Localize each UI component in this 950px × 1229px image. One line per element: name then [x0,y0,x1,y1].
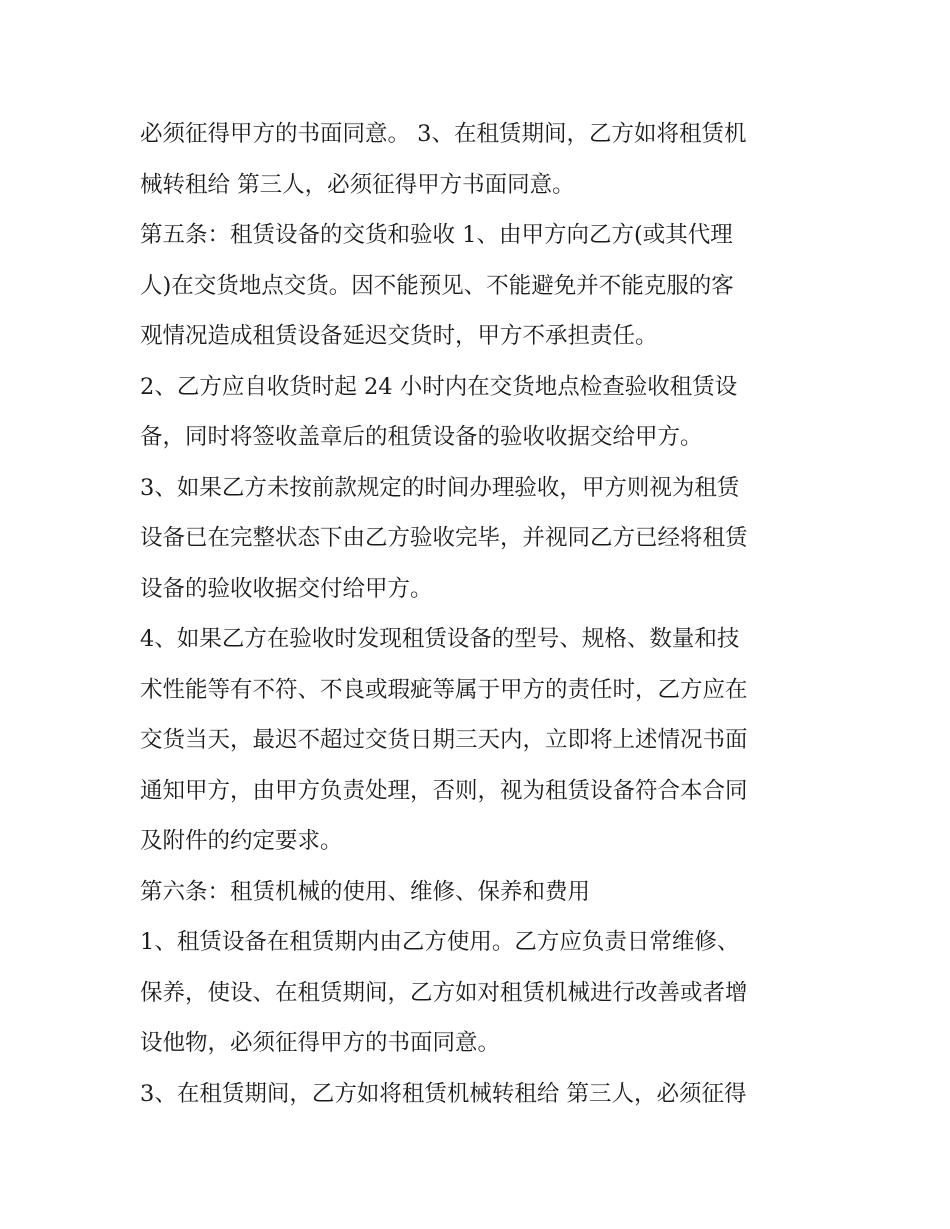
text-line: 3、在租赁期间，乙方如将租赁机械转租给 第三人，必须征得 [140,1080,747,1107]
text-line: 设备已在完整状态下由乙方验收完毕，并视同乙方已经将租赁 [140,525,748,551]
text-line: 及附件的约定要求。 [140,828,343,854]
text-line: 4、如果乙方在验收时发现租赁设备的型号、规格、数量和技 [140,626,740,652]
paragraph-continuation [140,109,820,210]
paragraph-clause-3 [140,463,820,615]
text-line: 观情况造成租赁设备延迟交货时，甲方不承担责任。 [140,323,658,349]
text-line: 保养，使设、在租赁期间，乙方如对租赁机械进行改善或者增 [140,979,748,1006]
text-line: 第五条：租赁设备的交货和验收 1、由甲方向乙方(或其代理 [140,222,733,248]
paragraph-clause-4 [140,614,820,867]
text-line: 2、乙方应自收货时起 24 小时内在交货地点检查验收租赁设 [140,373,738,400]
text-line: 备，同时将签收盖章后的租赁设备的验收收据交给甲方。 [140,424,703,450]
paragraph-article-5 [140,210,820,362]
text-line: 通知甲方，由甲方负责处理，否则，视为租赁设备符合本合同 [140,777,748,804]
text-line: 交货当天，最迟不超过交货日期三天内，立即将上述情况书面 [140,727,748,753]
text-line: 必须征得甲方的书面同意。 3、在租赁期间，乙方如将租赁机 [140,121,747,147]
text-line: 械转租给 第三人，必须征得甲方书面同意。 [140,171,575,198]
text-line: 第六条：租赁机械的使用、维修、保养和费用 [140,878,591,905]
text-line: 设他物，必须征得甲方的书面同意。 [140,1030,501,1056]
paragraph-article-6-heading [140,867,820,918]
text-line: 3、如果乙方未按前款规定的时间办理验收，甲方则视为租赁 [140,474,740,501]
paragraph-article-6-clause-1 [140,917,820,1069]
text-line: 术性能等有不符、不良或瑕疵等属于甲方的责任时，乙方应在 [140,676,748,703]
paragraph-clause-2 [140,362,820,463]
document-body [140,109,820,1119]
paragraph-article-6-clause-3 [140,1069,820,1120]
text-line: 1、租赁设备在租赁期内由乙方使用。乙方应负责日常维修、 [140,929,740,955]
text-line: 设备的验收收据交付给甲方。 [140,575,433,602]
text-line: 人)在交货地点交货。因不能预见、不能避免并不能克服的客 [140,272,734,299]
